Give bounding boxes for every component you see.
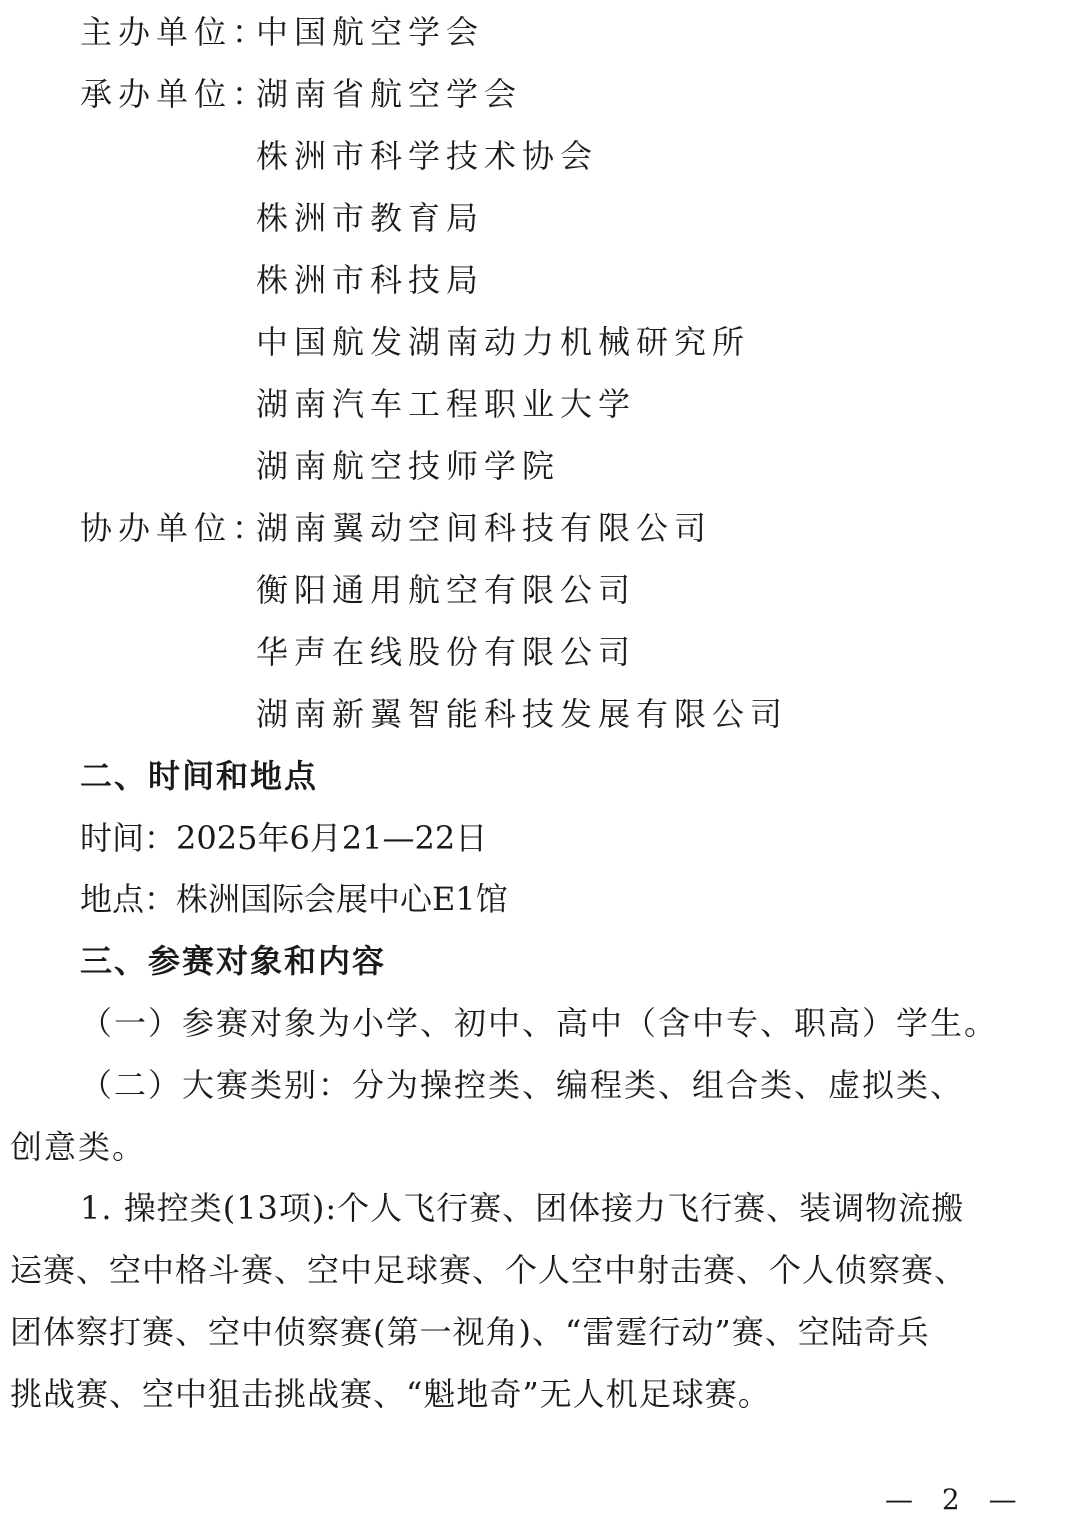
- undertaker-organization: 株洲市教育局: [256, 199, 485, 237]
- control-category-paragraph-line: 1. 操控类(13项):个人飞行赛、团体接力飞行赛、装调物流搬: [80, 1189, 965, 1227]
- assistant-row: [80, 508, 712, 548]
- undertaker-row: [80, 74, 522, 114]
- event-time: 时间：2025年6月21—22日: [80, 819, 488, 857]
- undertaker-row: [80, 260, 484, 300]
- undertaker-organization: 湖南省航空学会: [256, 75, 523, 113]
- assistant-organization: 华声在线股份有限公司: [256, 633, 637, 671]
- control-category-paragraph-line: 运赛、空中格斗赛、空中足球赛、个人空中射击赛、个人侦察赛、: [10, 1251, 968, 1289]
- categories-paragraph-line: 创意类。: [10, 1128, 147, 1166]
- undertaker-organization: 中国航发湖南动力机械研究所: [256, 323, 751, 361]
- undertaker-organization: 湖南汽车工程职业大学: [256, 385, 637, 423]
- event-place: 地点：株洲国际会展中心E1馆: [80, 880, 508, 918]
- undertaker-row: [80, 384, 636, 424]
- section-heading-time-place: 二、时间和地点: [80, 757, 319, 795]
- assistant-organization: 湖南翼动空间科技有限公司: [256, 509, 713, 547]
- control-category-paragraph-line: 团体察打赛、空中侦察赛(第一视角)、“雷霆行动”赛、空陆奇兵: [10, 1313, 930, 1351]
- assistant-row: [80, 694, 788, 734]
- categories-paragraph-line: （二）大赛类别：分为操控类、编程类、组合类、虚拟类、: [80, 1066, 965, 1104]
- host-row: [80, 12, 484, 52]
- host-label: 主办单位：: [80, 13, 271, 51]
- participants-paragraph: （一）参赛对象为小学、初中、高中（含中专、职高）学生。: [80, 1004, 999, 1042]
- undertaker-row: [80, 322, 750, 362]
- undertaker-row: [80, 136, 598, 176]
- assistant-row: [80, 570, 636, 610]
- undertake-label: 承办单位：: [80, 75, 271, 113]
- page-number: — 2 —: [885, 1483, 1027, 1516]
- assistant-organization: 衡阳通用航空有限公司: [256, 571, 637, 609]
- assistant-row: [80, 632, 636, 672]
- control-category-paragraph-line: 挑战赛、空中狙击挑战赛、“魁地奇”无人机足球赛。: [10, 1375, 771, 1413]
- undertaker-organization: 株洲市科技局: [256, 261, 485, 299]
- section-heading-participants-content: 三、参赛对象和内容: [80, 942, 387, 980]
- undertaker-organization: 株洲市科学技术协会: [256, 137, 599, 175]
- undertaker-row: [80, 198, 484, 238]
- assistant-organization: 湖南新翼智能科技发展有限公司: [256, 695, 789, 733]
- assist-label: 协办单位：: [80, 509, 271, 547]
- undertaker-organization: 湖南航空技师学院: [256, 447, 561, 485]
- host-organization: 中国航空学会: [256, 13, 485, 51]
- undertaker-row: [80, 446, 560, 486]
